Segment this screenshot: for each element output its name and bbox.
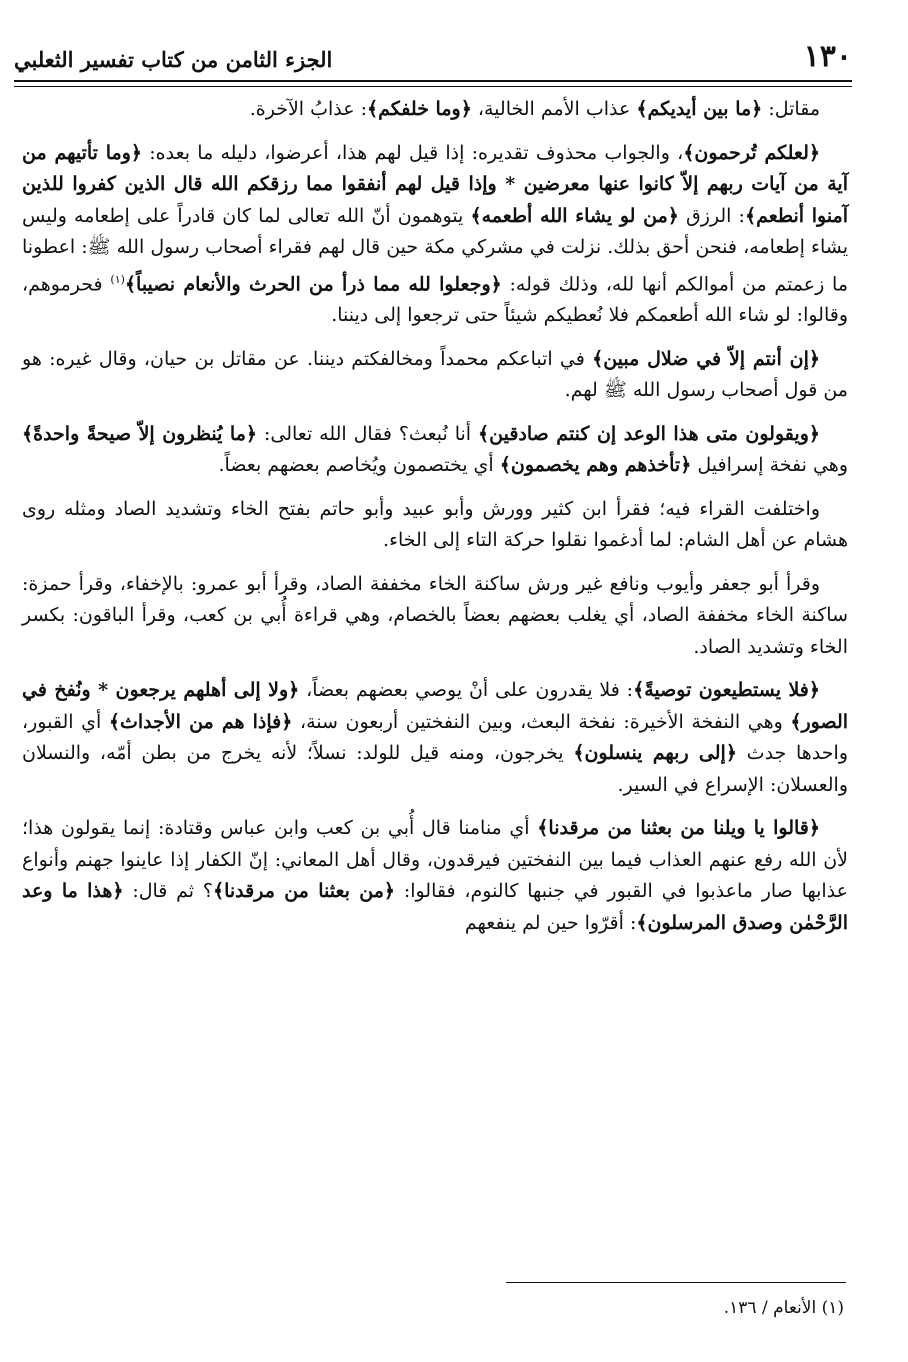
paragraph — [22, 419, 848, 482]
text-segment: ، والجواب محذوف تقديره: إذا قيل لهم هذا، أعرضوا، دليله ما بعده: — [142, 141, 684, 164]
quran-quote: ﴿فإذا هم من الأجداث﴾ — [108, 710, 293, 733]
paragraph — [22, 94, 848, 126]
paragraph — [22, 494, 848, 557]
quran-quote: ﴿قالوا يا ويلنا من بعثنا من مرقدنا﴾ — [537, 817, 820, 840]
text-segment: وقرأ أبو جعفر وأيوب ونافع غير ورش ساكنة الخاء مخففة الصاد، وقرأ أبو عمرو: بالإخفاء، وقرأ حمزة: ساكنة الخاء مخففة الصاد، أي يغلب بعضهم بعضاً بالخصام، وهي قراءة أُبي بن كعب، وقرأ الباقون: بكسر الخاء وتشديد الصاد. — [22, 572, 848, 658]
text-segment: : الرزق — [678, 204, 745, 227]
quran-quote: ﴿تأخذهم وهم يخصمون﴾ — [499, 454, 692, 477]
quran-quote: ﴿وما تأتيهم من آية من آيات ربهم إلاّ كانوا عنها معرضين * وإذا قيل لهم أنفقوا مما رزقكم الله قال الذين كفروا للذين آمنوا أنطعم﴾ — [22, 141, 849, 227]
text-segment: : عذابُ الآخرة. — [249, 98, 368, 120]
page-number: ١٣٠ — [803, 39, 852, 74]
text-segment: يتوهمون أنّ الله تعالى لما كان قادراً على إطعامه وليس يشاء إطعامه، فنحن أحق بذلك. نزلت في مشركي مكة حين قال لهم فقراء أصحاب رسول الله ﷺ: اعطونا ما زعمتم من أموالكم أنها لله، وذلك قوله: — [22, 204, 848, 295]
paragraph — [22, 813, 848, 939]
quran-quote: ﴿من لو يشاء الله أطعمه﴾ — [470, 204, 679, 227]
footnote-divider — [506, 1282, 846, 1283]
quran-quote: ﴿فلا يستطيعون توصيةً﴾ — [633, 679, 821, 702]
quran-quote: ﴿وما خلفكم﴾ — [367, 98, 472, 120]
text-segment: يخرجون، ومنه قيل للولد: نسلاً؛ لأنه يخرج من بطن أمّه، والنسلان والعسلان: الإسراع في السير. — [22, 742, 848, 796]
quran-quote: ﴿من بعثنا من مرقدنا﴾ — [212, 880, 396, 903]
text-segment: أي يختصمون ويُخاصم بعضهم بعضاً. — [218, 454, 500, 477]
text-segment: أي القبور، واحدها جدث — [22, 710, 848, 765]
quran-quote: ﴿ويقولون متى هذا الوعد إن كنتم صادقين﴾ — [478, 422, 820, 445]
header-divider — [14, 80, 852, 87]
text-segment: وهي نفخة إسرافيل — [691, 454, 848, 477]
footnote: (١) الأنعام / ١٣٦. — [723, 1298, 844, 1318]
text-segment: : فلا يقدرون على أنْ يوصي بعضهم بعضاً، — [299, 679, 634, 702]
text-segment: وهي النفخة الأخيرة: نفخة البعث، وبين النفختين أربعون سنة، — [292, 710, 791, 733]
paragraph — [22, 138, 848, 332]
paragraph — [22, 675, 848, 801]
text-segment: واختلفت القراء فيه؛ فقرأ ابن كثير وورش وأبو عبيد وأبو حاتم بفتح الخاء وتشديد الصاد ومثله روى هشام عن أهل الشام: لما أدغموا نقلوا حركة التاء إلى الخاء. — [22, 497, 848, 552]
quran-quote: ﴿ما يُنظرون إلاّ صيحةً واحدةً﴾ — [22, 422, 258, 445]
text-segment: أي منامنا قال أُبي بن كعب وابن عباس وقتادة: إنما يقولون هذا؛ لأن الله رفع عنهم العذاب فيما بين النفختين فيرقدون، وقال أهل المعاني: إنّ الكفار إذا عاينوا جهنم وأنواع عذابها صار ماعذبوا في القبور في جنبها كالنوم، فقالوا: — [22, 817, 848, 903]
quran-quote: ﴿وجعلوا لله مما ذرأ من الحرث والأنعام نصيباً﴾ — [124, 272, 502, 295]
paragraph — [22, 569, 848, 664]
running-title: الجزء الثامن من كتاب تفسير الثعلبي — [14, 47, 333, 72]
text-segment: في اتباعكم محمداً ومخالفكتم ديننا. عن مقاتل بن حيان، وقال غيره: هو من قول أصحاب رسول الله ﷺ لهم. — [22, 347, 848, 402]
paragraph — [22, 344, 848, 407]
page-header — [14, 30, 852, 76]
quran-quote: ﴿لعلكم تُرحمون﴾ — [683, 141, 820, 164]
text-segment: أنا نُبعث؟ فقال الله تعالى: — [257, 422, 478, 445]
page-body — [22, 94, 848, 951]
text-segment: مقاتل: — [762, 98, 820, 120]
text-segment: : أقرّوا حين لم ينفعهم — [464, 911, 637, 934]
quran-quote: ﴿إلى ربهم ينسلون﴾ — [573, 742, 737, 765]
quran-quote: ﴿هذا ما وعد الرَّحْمٰن وصدق المرسلون﴾ — [22, 880, 848, 934]
footnote-marker: (١) — [110, 272, 125, 286]
text-segment: ؟ ثم قال: — [123, 880, 213, 903]
quran-quote: ﴿إن أنتم إلاّ في ضلال مبين﴾ — [592, 347, 820, 370]
text-segment: فحرموهم، وقالوا: لو شاء الله أطعمكم فلا نُعطيكم شيئاً حتى ترجعوا إلى ديننا. — [22, 272, 848, 327]
quran-quote: ﴿ولا إلى أهلهم يرجعون * ونُفخ في الصور﴾ — [22, 679, 849, 733]
quran-quote: ﴿ما بين أيديكم﴾ — [636, 98, 763, 120]
text-segment: عذاب الأمم الخالية، — [471, 98, 637, 120]
